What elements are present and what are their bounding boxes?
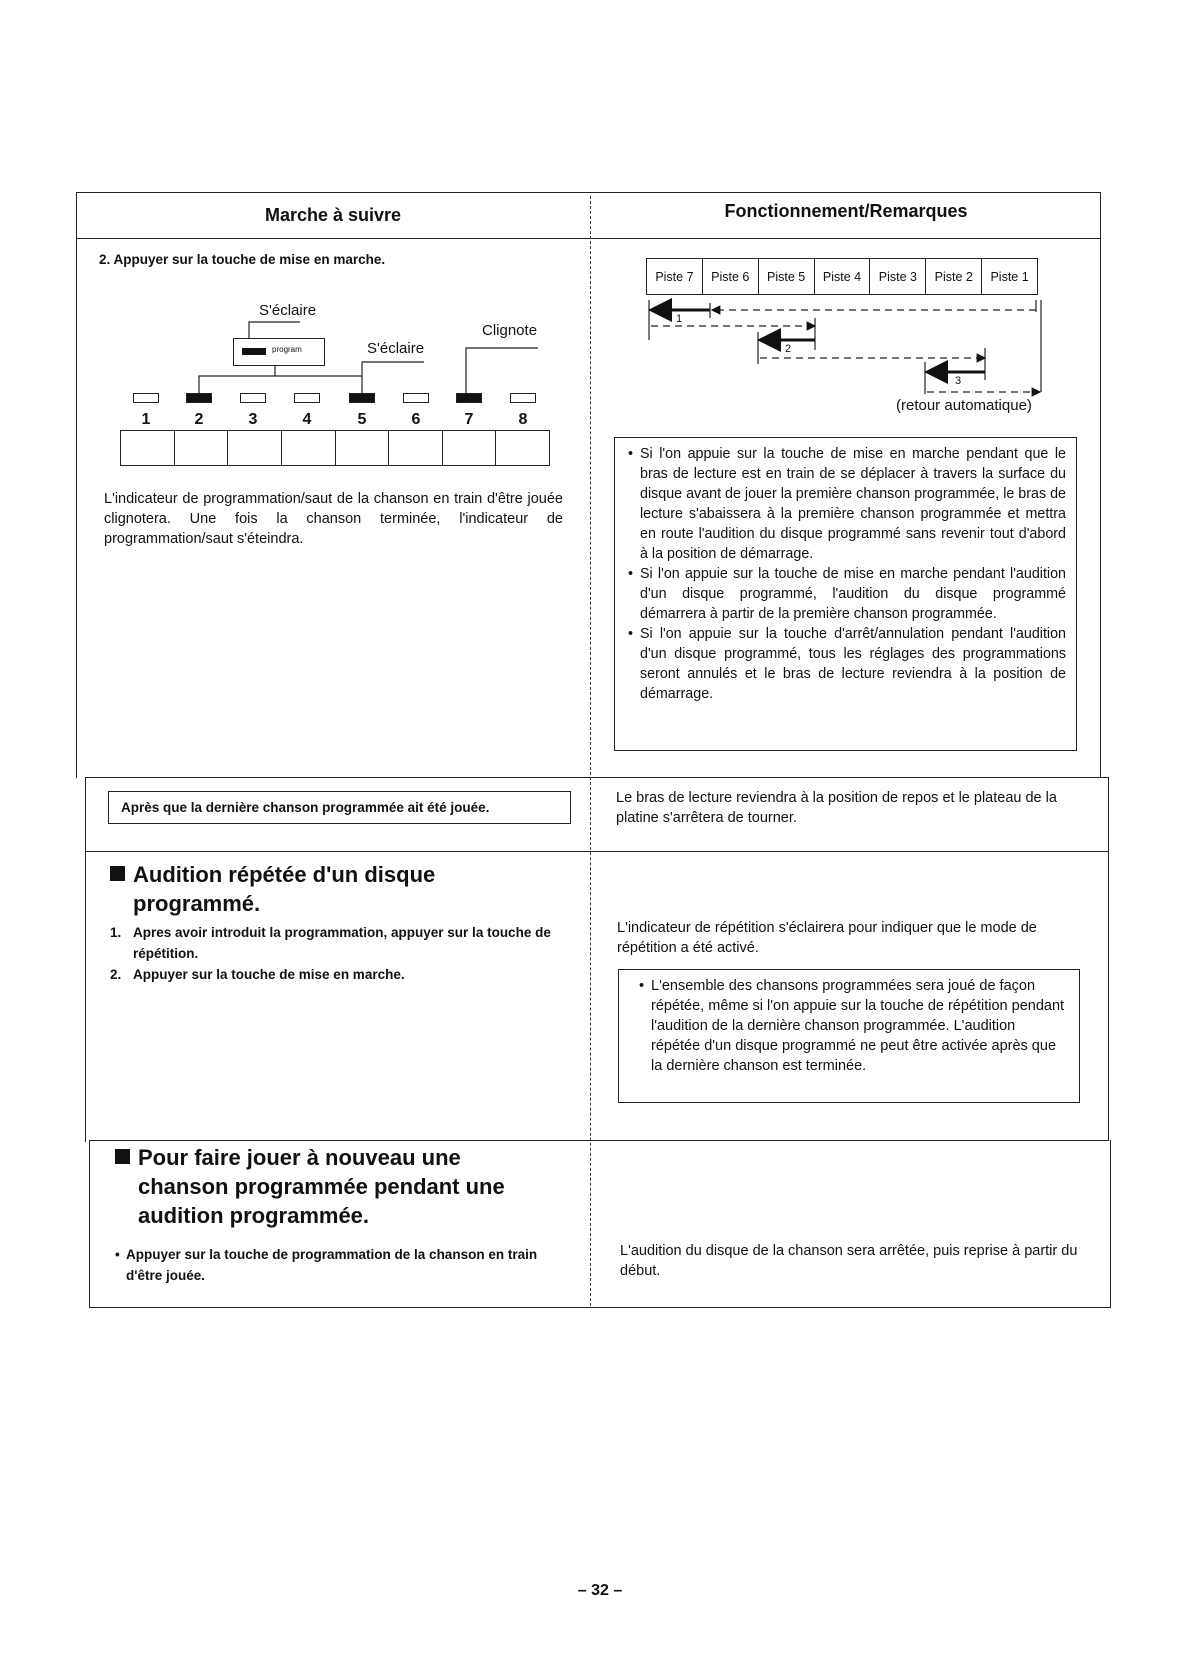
section3-note-box xyxy=(618,969,1080,1103)
section4-title: Pour faire jouer à nouveau une chanson programmée pendant une audition programmée. xyxy=(115,1143,505,1230)
track-label: Piste 7 xyxy=(647,259,703,294)
arrow-number-2: 2 xyxy=(785,343,792,355)
label-lit-mid: S'éclaire xyxy=(367,340,425,357)
section3-bottom-border xyxy=(89,1140,1109,1141)
page-number: – 32 – xyxy=(577,1582,623,1599)
arrow-number-3: 3 xyxy=(955,375,962,387)
key-number-3: 3 xyxy=(248,411,258,428)
section3-steps: 1. Apres avoir introduit la programmation, appuyer sur la touche de répétition. 2. Appuyer sur la touche de mise en marche. xyxy=(110,925,551,982)
section-square-icon xyxy=(115,1149,130,1164)
key-number-7: 7 xyxy=(464,411,474,428)
arrow-number-1: 1 xyxy=(676,313,683,325)
section-square-icon xyxy=(110,866,125,881)
note-item: • Si l'on appuie sur la touche d'arrêt/annulation pendant l'audition d'un disque programmé, tous les réglages des programmations seront annulés et le bras de lecture reviendra à la position de démarrage. xyxy=(628,624,1066,704)
left-column-header: Marche à suivre xyxy=(264,205,402,225)
table-right-border-bottom xyxy=(1108,777,1109,1141)
key-number-6: 6 xyxy=(411,411,421,428)
auto-return-label: (retour automatique) xyxy=(896,397,1032,414)
section2-right-text: Le bras de lecture reviendra à la position de repos et le plateau de la platine s'arrêtera de tourner. xyxy=(616,790,1057,826)
program-key-row xyxy=(120,430,550,466)
key-number-4: 4 xyxy=(302,411,312,428)
section3-title: Audition répétée d'un disque programmé. xyxy=(110,860,435,918)
key-number-8: 8 xyxy=(518,411,528,428)
section1-left-text: L'indicateur de programmation/saut de la chanson en train d'être jouée clignotera. Une fois la chanson terminée, l'indicateur de programmation/saut s'éteindra. xyxy=(104,491,563,547)
track-label: Piste 4 xyxy=(815,259,871,294)
section3-right-text: L'indicateur de répétition s'éclairera pour indiquer que le mode de répétition a été activé. xyxy=(617,920,1037,956)
track-label: Piste 2 xyxy=(926,259,982,294)
right-column-header: Fonctionnement/Remarques xyxy=(724,201,968,221)
note-item: • Si l'on appuie sur la touche de mise en marche pendant l'audition d'un disque programmé, l'audition du disque programmé démarrera à partir de la première chanson programmée. xyxy=(628,564,1066,624)
label-lit-top: S'éclaire xyxy=(259,302,317,319)
table-left-border-last xyxy=(89,1140,90,1308)
program-label: program xyxy=(272,345,302,354)
key-number-1: 1 xyxy=(141,411,151,428)
table-left-border-bottom xyxy=(85,777,86,1142)
section1-notes-box xyxy=(614,437,1077,751)
key-number-2: 2 xyxy=(194,411,204,428)
track-label: Piste 5 xyxy=(759,259,815,294)
track-label: Piste 1 xyxy=(990,269,1029,284)
section1-step: 2. Appuyer sur la touche de mise en marche. xyxy=(99,252,386,267)
section1-bottom-border xyxy=(85,777,1108,778)
track-label: Piste 6 xyxy=(703,259,759,294)
track-label: Piste 3 xyxy=(870,259,926,294)
table-bottom-border xyxy=(89,1307,1111,1308)
tonearm-path-arrows xyxy=(0,0,1179,420)
section4-right-text: L'audition du disque de la chanson sera arrêtée, puis reprise à partir du début. xyxy=(620,1243,1078,1279)
table-right-border-last xyxy=(1110,1140,1111,1308)
section2-bottom-border xyxy=(85,851,1108,852)
section4-step: • Appuyer sur la touche de programmation de la chanson en train d'être jouée. xyxy=(115,1244,575,1286)
section2-boxed-step: Après que la dernière chanson programmée ait été jouée. xyxy=(108,791,571,824)
note-item: • Si l'on appuie sur la touche de mise en marche pendant que le bras de lecture est en train de se déplacer à travers la surface du disque avant de jouer la première chanson programmée, le bras de lecture s'abaissera à la première chanson programmée et mettra en route l'audition du disque programmé sans revenir tout d'abord à la position de démarrage. xyxy=(628,444,1066,564)
key-number-5: 5 xyxy=(357,411,367,428)
note-item: • L'ensemble des chansons programmées sera joué de façon répétée, même si l'on appuie sur la touche de répétition pendant l'audition de la dernière chanson programmée. L'audition répétée d'un disque programmé ne peut être activée après que la dernière chanson est terminée. xyxy=(639,976,1067,1076)
label-blink: Clignote xyxy=(482,322,538,339)
